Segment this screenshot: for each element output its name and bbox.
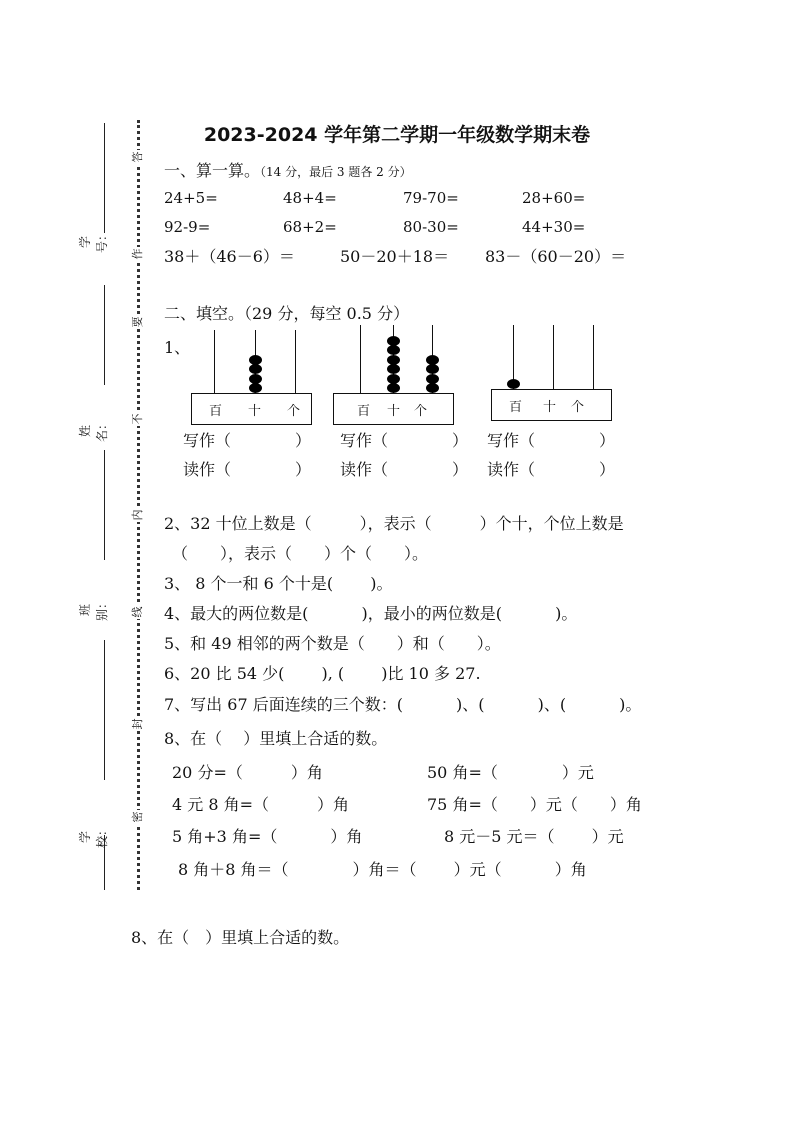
conversion-item: 4 元 8 角=（ ）角 — [172, 795, 350, 814]
binding-line-3 — [104, 450, 105, 560]
abacus-label-box — [333, 393, 454, 425]
abacus-label-ones: 个 — [287, 404, 301, 419]
read-as-field[interactable]: 读作（ ） — [487, 460, 616, 479]
seal-char: 作 — [131, 248, 144, 260]
question-8: 8、在（ ）里填上合适的数。 — [164, 729, 388, 748]
calc-item: 28+60= — [522, 189, 586, 207]
question-4: 4、最大的两位数是( )，最小的两位数是( )。 — [164, 604, 578, 623]
binding-line-4 — [104, 640, 105, 780]
class-label: 班别： — [78, 596, 109, 621]
question-8-repeat: 8、在（ ）里填上合适的数。 — [131, 928, 350, 947]
abacus-rod — [553, 325, 554, 389]
abacus-bead — [426, 364, 439, 374]
binding-line-2 — [104, 285, 105, 385]
abacus-bead — [249, 383, 262, 393]
conversion-item: 50 角=（ ）元 — [427, 763, 594, 782]
abacus-bead — [387, 336, 400, 346]
calc-item: 92-9= — [164, 218, 211, 236]
abacus-label-ones: 个 — [571, 400, 585, 415]
seal-char: 不 — [131, 413, 144, 425]
calc-item: 38＋（46－6）＝ — [164, 247, 295, 266]
calc-item: 80-30= — [403, 218, 459, 236]
abacus-bead — [426, 374, 439, 384]
abacus-label-box — [191, 393, 312, 425]
section1-header — [164, 158, 412, 181]
abacus-bead — [387, 355, 400, 365]
abacus-label-box — [491, 389, 612, 421]
question-2-line2: （ ），表示（ ）个（ ）。 — [172, 544, 429, 563]
abacus-label-tens: 十 — [543, 400, 557, 415]
abacus-bead — [387, 374, 400, 384]
abacus-bead — [249, 364, 262, 374]
abacus-bead — [387, 364, 400, 374]
abacus-bead — [249, 374, 262, 384]
seal-char: 答 — [131, 151, 144, 163]
section2-heading: 二、填空。（29 分，每空 0.5 分） — [164, 304, 410, 323]
seal-dotted-line — [137, 120, 140, 890]
seal-char: 封 — [131, 718, 144, 730]
write-as-field[interactable]: 写作（ ） — [487, 431, 616, 450]
calc-item: 44+30= — [522, 218, 586, 236]
question-3: 3、 8 个一和 6 个十是( )。 — [164, 574, 393, 593]
abacus-bead — [507, 379, 520, 389]
question-2-line1: 2、32 十位上数是（ ），表示（ ）个十，个位上数是 — [164, 514, 624, 533]
abacus-label-hundreds: 百 — [509, 400, 523, 415]
section1-heading: 一、算一算。 — [164, 161, 261, 180]
conversion-item: 20 分=（ ）角 — [172, 763, 323, 782]
abacus-bead — [249, 355, 262, 365]
section1-note: （14 分，最后 3 题各 2 分） — [260, 165, 412, 179]
calc-item: 24+5= — [164, 189, 218, 207]
abacus-label-hundreds: 百 — [209, 404, 223, 419]
abacus-rod — [295, 330, 296, 394]
abacus-bead — [426, 383, 439, 393]
abacus-bead — [426, 355, 439, 365]
abacus-label-tens: 十 — [387, 404, 401, 419]
seal-char: 内 — [131, 509, 144, 521]
calc-item: 50－20＋18＝ — [340, 247, 450, 266]
abacus-1 — [191, 325, 313, 425]
page-title: 2023-2024 学年第二学期一年级数学期末卷 — [203, 124, 591, 146]
calc-item: 83－（60－20）＝ — [485, 247, 627, 266]
question-7: 7、写出 67 后面连续的三个数：( )、( )、( )。 — [164, 695, 642, 714]
student-id-label: 学号： — [78, 228, 109, 253]
conversion-item: 8 元－5 元＝（ ）元 — [444, 827, 624, 846]
question-6: 6、20 比 54 少( ), ( )比 10 多 27. — [164, 664, 481, 683]
abacus-3 — [491, 325, 613, 425]
write-as-field[interactable]: 写作（ ） — [340, 431, 469, 450]
school-label: 学校： — [78, 823, 109, 848]
calc-item: 79-70= — [403, 189, 459, 207]
abacus-rod — [593, 325, 594, 389]
conversion-item: 75 角=（ ）元（ ）角 — [427, 795, 642, 814]
write-as-field[interactable]: 写作（ ） — [183, 431, 312, 450]
read-as-field[interactable]: 读作（ ） — [340, 460, 469, 479]
abacus-2 — [333, 325, 455, 425]
calc-item: 68+2= — [283, 218, 337, 236]
seal-char: 要 — [131, 316, 144, 328]
read-as-field[interactable]: 读作（ ） — [183, 460, 312, 479]
conversion-item: 8 角＋8 角＝（ ）角＝（ ）元（ ）角 — [178, 860, 587, 879]
abacus-bead — [387, 383, 400, 393]
abacus-bead — [387, 345, 400, 355]
seal-char: 线 — [131, 606, 144, 618]
abacus-rod — [214, 330, 215, 394]
abacus-label-hundreds: 百 — [357, 404, 371, 419]
abacus-label-ones: 个 — [414, 404, 428, 419]
calc-item: 48+4= — [283, 189, 337, 207]
seal-char: 密 — [131, 811, 144, 823]
question-5: 5、和 49 相邻的两个数是（ ）和（ ）。 — [164, 634, 501, 653]
student-name-label: 姓名： — [78, 417, 109, 442]
abacus-label-tens: 十 — [248, 404, 262, 419]
q1-number: 1、 — [164, 338, 191, 357]
conversion-item: 5 角+3 角=（ ）角 — [172, 827, 363, 846]
abacus-rod — [360, 325, 361, 394]
